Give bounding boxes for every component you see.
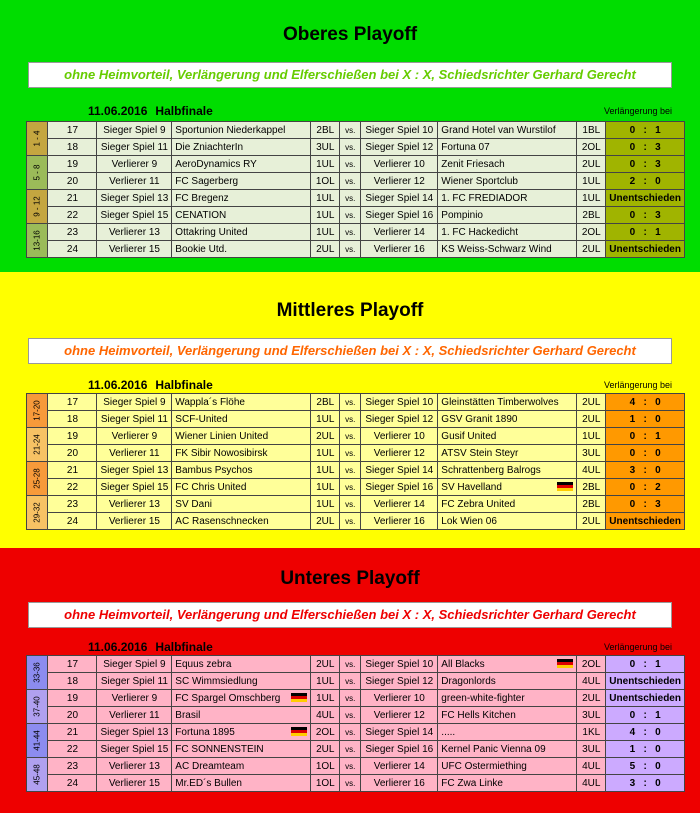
versus-label: vs. bbox=[340, 156, 361, 173]
league-away: 1UL bbox=[577, 173, 606, 190]
slot-label-home: Sieger Spiel 13 bbox=[97, 190, 172, 207]
match-date: 11.06.2016 bbox=[88, 378, 148, 392]
team-home: AC Dreamteam bbox=[172, 758, 311, 775]
match-number: 22 bbox=[48, 479, 97, 496]
team-away: FC Zwa Linke bbox=[438, 775, 577, 792]
date-round-line bbox=[88, 378, 213, 392]
team-home: FC SONNENSTEIN bbox=[172, 741, 311, 758]
versus-label: vs. bbox=[340, 207, 361, 224]
table-row bbox=[27, 224, 685, 241]
versus-label: vs. bbox=[340, 139, 361, 156]
slot-label-away: Sieger Spiel 12 bbox=[361, 673, 438, 690]
group-range-label: 5 - 8 bbox=[32, 164, 42, 181]
group-range-label: 1 - 4 bbox=[32, 130, 42, 147]
slot-label-home: Verlierer 9 bbox=[97, 690, 172, 707]
team-away: Gusif United bbox=[438, 428, 577, 445]
group-range bbox=[27, 724, 48, 758]
table-row bbox=[27, 707, 685, 724]
slot-label-away: Verlierer 12 bbox=[361, 707, 438, 724]
team-away: UFC Ostermiething bbox=[438, 758, 577, 775]
date-round-line bbox=[88, 640, 213, 654]
team-home: Sportunion Niederkappel bbox=[172, 122, 311, 139]
team-home: Equus zebra bbox=[172, 656, 311, 673]
match-result: 0 : 2 bbox=[606, 479, 685, 496]
slot-label-home: Verlierer 13 bbox=[97, 496, 172, 513]
league-home: 1UL bbox=[311, 479, 340, 496]
league-away: 1KL bbox=[577, 724, 606, 741]
match-date: 11.06.2016 bbox=[88, 640, 148, 654]
match-result: 4 : 0 bbox=[606, 724, 685, 741]
team-home: CENATION bbox=[172, 207, 311, 224]
group-range bbox=[27, 190, 48, 224]
league-away: 2OL bbox=[577, 656, 606, 673]
slot-label-home: Sieger Spiel 9 bbox=[97, 656, 172, 673]
team-away: Lok Wien 06 bbox=[438, 513, 577, 530]
versus-label: vs. bbox=[340, 707, 361, 724]
slot-label-away: Sieger Spiel 10 bbox=[361, 656, 438, 673]
versus-label: vs. bbox=[340, 462, 361, 479]
league-home: 2OL bbox=[311, 724, 340, 741]
overtime-label: Verlängerung bei bbox=[603, 642, 672, 652]
versus-label: vs. bbox=[340, 411, 361, 428]
league-home: 2BL bbox=[311, 122, 340, 139]
team-away: Fortuna 07 bbox=[438, 139, 577, 156]
group-range bbox=[27, 758, 48, 792]
team-away: All Blacks bbox=[438, 656, 577, 673]
league-away: 2UL bbox=[577, 156, 606, 173]
team-home: Wiener Linien United bbox=[172, 428, 311, 445]
team-home: Ottakring United bbox=[172, 224, 311, 241]
group-range-label: 21-24 bbox=[32, 434, 42, 455]
league-away: 2BL bbox=[577, 479, 606, 496]
slot-label-away: Verlierer 14 bbox=[361, 496, 438, 513]
match-number: 23 bbox=[48, 224, 97, 241]
playoff-title: Mittleres Playoff bbox=[276, 300, 424, 321]
match-number: 18 bbox=[48, 139, 97, 156]
slot-label-home: Sieger Spiel 11 bbox=[97, 139, 172, 156]
playoff-title: Oberes Playoff bbox=[282, 24, 418, 45]
match-table bbox=[26, 121, 685, 258]
slot-label-away: Verlierer 12 bbox=[361, 445, 438, 462]
match-result: 4 : 0 bbox=[606, 394, 685, 411]
league-away: 4UL bbox=[577, 673, 606, 690]
versus-label: vs. bbox=[340, 656, 361, 673]
slot-label-away: Sieger Spiel 14 bbox=[361, 462, 438, 479]
team-away: GSV Granit 1890 bbox=[438, 411, 577, 428]
team-home: FC Sagerberg bbox=[172, 173, 311, 190]
league-away: 2BL bbox=[577, 207, 606, 224]
slot-label-away: Verlierer 16 bbox=[361, 241, 438, 258]
overtime-label: Verlängerung bei bbox=[603, 106, 672, 116]
slot-label-home: Sieger Spiel 11 bbox=[97, 411, 172, 428]
group-range-label: 25-28 bbox=[32, 468, 42, 489]
league-away: 4UL bbox=[577, 462, 606, 479]
league-home: 2UL bbox=[311, 513, 340, 530]
slot-label-away: Sieger Spiel 14 bbox=[361, 724, 438, 741]
slot-label-away: Verlierer 10 bbox=[361, 428, 438, 445]
match-number: 19 bbox=[48, 428, 97, 445]
table-row bbox=[27, 690, 685, 707]
league-away: 2UL bbox=[577, 513, 606, 530]
match-number: 20 bbox=[48, 707, 97, 724]
versus-label: vs. bbox=[340, 690, 361, 707]
match-number: 21 bbox=[48, 724, 97, 741]
match-result: 0 : 0 bbox=[606, 445, 685, 462]
league-away: 3UL bbox=[577, 741, 606, 758]
slot-label-away: Verlierer 10 bbox=[361, 156, 438, 173]
team-home: SCF-United bbox=[172, 411, 311, 428]
league-home: 1UL bbox=[311, 156, 340, 173]
match-result: Unentschieden bbox=[606, 190, 685, 207]
slot-label-home: Verlierer 9 bbox=[97, 156, 172, 173]
versus-label: vs. bbox=[340, 496, 361, 513]
team-away: Pompinio bbox=[438, 207, 577, 224]
slot-label-away: Sieger Spiel 16 bbox=[361, 207, 438, 224]
match-number: 18 bbox=[48, 411, 97, 428]
versus-label: vs. bbox=[340, 513, 361, 530]
league-home: 2UL bbox=[311, 656, 340, 673]
slot-label-away: Sieger Spiel 12 bbox=[361, 139, 438, 156]
league-home: 1UL bbox=[311, 411, 340, 428]
league-home: 2UL bbox=[311, 241, 340, 258]
table-row bbox=[27, 724, 685, 741]
versus-label: vs. bbox=[340, 479, 361, 496]
team-home: FC Chris United bbox=[172, 479, 311, 496]
group-range-label: 41-44 bbox=[32, 730, 42, 751]
match-result: 1 : 0 bbox=[606, 741, 685, 758]
versus-label: vs. bbox=[340, 190, 361, 207]
league-away: 3UL bbox=[577, 707, 606, 724]
match-number: 18 bbox=[48, 673, 97, 690]
league-home: 1UL bbox=[311, 462, 340, 479]
table-row bbox=[27, 190, 685, 207]
table-row bbox=[27, 758, 685, 775]
slot-label-away: Verlierer 16 bbox=[361, 775, 438, 792]
group-range-label: 37-40 bbox=[32, 696, 42, 717]
slot-label-home: Sieger Spiel 9 bbox=[97, 394, 172, 411]
table-row bbox=[27, 445, 685, 462]
league-home: 1UL bbox=[311, 673, 340, 690]
versus-label: vs. bbox=[340, 173, 361, 190]
match-result: 5 : 0 bbox=[606, 758, 685, 775]
match-table bbox=[26, 655, 685, 792]
slot-label-away: Sieger Spiel 12 bbox=[361, 411, 438, 428]
team-away: Gleinstätten Timberwolves bbox=[438, 394, 577, 411]
league-away: 1UL bbox=[577, 190, 606, 207]
versus-label: vs. bbox=[340, 445, 361, 462]
rules-note: ohne Heimvorteil, Verlängerung und Elferschießen bei X : X, Schiedsrichter Gerhard Gerecht bbox=[28, 338, 672, 364]
versus-label: vs. bbox=[340, 241, 361, 258]
versus-label: vs. bbox=[340, 775, 361, 792]
table-row bbox=[27, 139, 685, 156]
table-row bbox=[27, 411, 685, 428]
match-result: 3 : 0 bbox=[606, 775, 685, 792]
team-away: SV Havelland bbox=[438, 479, 577, 496]
league-away: 2UL bbox=[577, 241, 606, 258]
slot-label-home: Sieger Spiel 11 bbox=[97, 673, 172, 690]
match-number: 24 bbox=[48, 241, 97, 258]
team-away: Schrattenberg Balrogs bbox=[438, 462, 577, 479]
match-result: 2 : 0 bbox=[606, 173, 685, 190]
group-range bbox=[27, 122, 48, 156]
table-row bbox=[27, 513, 685, 530]
team-home: Bookie Utd. bbox=[172, 241, 311, 258]
table-row bbox=[27, 428, 685, 445]
slot-label-away: Verlierer 10 bbox=[361, 690, 438, 707]
team-away: Zenit Friesach bbox=[438, 156, 577, 173]
league-home: 2BL bbox=[311, 394, 340, 411]
germany-flag-icon bbox=[291, 693, 307, 703]
team-home: AeroDynamics RY bbox=[172, 156, 311, 173]
group-range-label: 9 - 12 bbox=[32, 196, 42, 217]
germany-flag-icon bbox=[557, 482, 573, 492]
team-away: ATSV Stein Steyr bbox=[438, 445, 577, 462]
league-away: 2OL bbox=[577, 224, 606, 241]
team-away: green-white-fighter bbox=[438, 690, 577, 707]
match-result: Unentschieden bbox=[606, 241, 685, 258]
date-round-line bbox=[88, 104, 213, 118]
league-home: 2UL bbox=[311, 741, 340, 758]
team-home: SC Wimmsiedlung bbox=[172, 673, 311, 690]
slot-label-home: Verlierer 15 bbox=[97, 241, 172, 258]
slot-label-away: Sieger Spiel 10 bbox=[361, 122, 438, 139]
league-away: 4UL bbox=[577, 775, 606, 792]
rules-note: ohne Heimvorteil, Verlängerung und Elferschießen bei X : X, Schiedsrichter Gerhard Gerecht bbox=[28, 62, 672, 88]
team-home: FK Sibir Nowosibirsk bbox=[172, 445, 311, 462]
group-range bbox=[27, 156, 48, 190]
league-home: 1OL bbox=[311, 173, 340, 190]
group-range bbox=[27, 224, 48, 258]
slot-label-away: Sieger Spiel 16 bbox=[361, 479, 438, 496]
slot-label-home: Verlierer 15 bbox=[97, 775, 172, 792]
slot-label-home: Verlierer 11 bbox=[97, 707, 172, 724]
group-range bbox=[27, 690, 48, 724]
match-result: 0 : 3 bbox=[606, 156, 685, 173]
league-home: 1UL bbox=[311, 690, 340, 707]
group-range-label: 17-20 bbox=[32, 400, 42, 421]
table-row bbox=[27, 741, 685, 758]
germany-flag-icon bbox=[291, 727, 307, 737]
team-home: Fortuna 1895 bbox=[172, 724, 311, 741]
team-away: KS Weiss-Schwarz Wind bbox=[438, 241, 577, 258]
league-away: 2UL bbox=[577, 690, 606, 707]
league-away: 1UL bbox=[577, 428, 606, 445]
team-away: FC Hells Kitchen bbox=[438, 707, 577, 724]
league-home: 1UL bbox=[311, 224, 340, 241]
match-result: 3 : 0 bbox=[606, 462, 685, 479]
league-home: 1UL bbox=[311, 207, 340, 224]
team-home: Wappla´s Flöhe bbox=[172, 394, 311, 411]
match-result: 0 : 1 bbox=[606, 122, 685, 139]
team-away: 1. FC FREDIADOR bbox=[438, 190, 577, 207]
table-row bbox=[27, 673, 685, 690]
match-result: 0 : 1 bbox=[606, 656, 685, 673]
slot-label-away: Verlierer 12 bbox=[361, 173, 438, 190]
group-range bbox=[27, 496, 48, 530]
team-away: Wiener Sportclub bbox=[438, 173, 577, 190]
league-home: 4UL bbox=[311, 707, 340, 724]
slot-label-home: Verlierer 11 bbox=[97, 445, 172, 462]
match-result: Unentschieden bbox=[606, 673, 685, 690]
team-away: Dragonlords bbox=[438, 673, 577, 690]
slot-label-home: Verlierer 11 bbox=[97, 173, 172, 190]
group-range bbox=[27, 394, 48, 428]
team-away: ..... bbox=[438, 724, 577, 741]
group-range-label: 29-32 bbox=[32, 502, 42, 523]
league-home: 1UL bbox=[311, 190, 340, 207]
match-result: 1 : 0 bbox=[606, 411, 685, 428]
table-row bbox=[27, 207, 685, 224]
slot-label-home: Verlierer 9 bbox=[97, 428, 172, 445]
versus-label: vs. bbox=[340, 428, 361, 445]
table-row bbox=[27, 462, 685, 479]
match-number: 20 bbox=[48, 445, 97, 462]
versus-label: vs. bbox=[340, 758, 361, 775]
match-date: 11.06.2016 bbox=[88, 104, 148, 118]
slot-label-home: Verlierer 13 bbox=[97, 758, 172, 775]
table-row bbox=[27, 496, 685, 513]
league-away: 2OL bbox=[577, 139, 606, 156]
slot-label-home: Sieger Spiel 13 bbox=[97, 462, 172, 479]
match-number: 24 bbox=[48, 513, 97, 530]
slot-label-away: Sieger Spiel 10 bbox=[361, 394, 438, 411]
league-home: 1OL bbox=[311, 775, 340, 792]
team-home: Die ZniachterIn bbox=[172, 139, 311, 156]
league-away: 2UL bbox=[577, 411, 606, 428]
team-home: Brasil bbox=[172, 707, 311, 724]
table-row bbox=[27, 241, 685, 258]
versus-label: vs. bbox=[340, 394, 361, 411]
match-result: Unentschieden bbox=[606, 690, 685, 707]
group-range-label: 33-36 bbox=[32, 662, 42, 683]
group-range bbox=[27, 462, 48, 496]
league-away: 1BL bbox=[577, 122, 606, 139]
slot-label-away: Sieger Spiel 14 bbox=[361, 190, 438, 207]
league-home: 3UL bbox=[311, 139, 340, 156]
versus-label: vs. bbox=[340, 122, 361, 139]
table-row bbox=[27, 479, 685, 496]
playoff-title: Unteres Playoff bbox=[280, 568, 420, 589]
match-result: 0 : 3 bbox=[606, 139, 685, 156]
match-result: 0 : 3 bbox=[606, 496, 685, 513]
team-away: Grand Hotel van Wurstilof bbox=[438, 122, 577, 139]
match-number: 20 bbox=[48, 173, 97, 190]
group-range bbox=[27, 656, 48, 690]
match-number: 24 bbox=[48, 775, 97, 792]
slot-label-away: Verlierer 14 bbox=[361, 224, 438, 241]
team-home: Bambus Psychos bbox=[172, 462, 311, 479]
table-row bbox=[27, 656, 685, 673]
versus-label: vs. bbox=[340, 724, 361, 741]
league-away: 2BL bbox=[577, 496, 606, 513]
slot-label-home: Verlierer 15 bbox=[97, 513, 172, 530]
versus-label: vs. bbox=[340, 741, 361, 758]
league-home: 2UL bbox=[311, 428, 340, 445]
slot-label-home: Sieger Spiel 15 bbox=[97, 479, 172, 496]
team-away: 1. FC Hackedicht bbox=[438, 224, 577, 241]
table-row bbox=[27, 394, 685, 411]
team-home: FC Bregenz bbox=[172, 190, 311, 207]
overtime-label: Verlängerung bei bbox=[603, 380, 672, 390]
slot-label-home: Sieger Spiel 9 bbox=[97, 122, 172, 139]
league-away: 3UL bbox=[577, 445, 606, 462]
group-range-label: 45-48 bbox=[32, 764, 42, 785]
table-row bbox=[27, 775, 685, 792]
slot-label-away: Verlierer 16 bbox=[361, 513, 438, 530]
match-number: 17 bbox=[48, 656, 97, 673]
match-result: 0 : 3 bbox=[606, 207, 685, 224]
match-number: 21 bbox=[48, 462, 97, 479]
league-home: 1OL bbox=[311, 758, 340, 775]
match-number: 23 bbox=[48, 758, 97, 775]
match-number: 19 bbox=[48, 156, 97, 173]
match-number: 22 bbox=[48, 741, 97, 758]
round-label: Halbfinale bbox=[155, 104, 213, 118]
slot-label-away: Sieger Spiel 16 bbox=[361, 741, 438, 758]
league-home: 1UL bbox=[311, 445, 340, 462]
group-range-label: 13-16 bbox=[32, 230, 42, 251]
table-row bbox=[27, 156, 685, 173]
slot-label-home: Sieger Spiel 15 bbox=[97, 207, 172, 224]
germany-flag-icon bbox=[557, 659, 573, 669]
match-result: 0 : 1 bbox=[606, 707, 685, 724]
team-home: AC Rasenschnecken bbox=[172, 513, 311, 530]
league-away: 2UL bbox=[577, 394, 606, 411]
match-result: Unentschieden bbox=[606, 513, 685, 530]
round-label: Halbfinale bbox=[155, 378, 213, 392]
table-row bbox=[27, 173, 685, 190]
match-number: 17 bbox=[48, 122, 97, 139]
team-away: Kernel Panic Vienna 09 bbox=[438, 741, 577, 758]
match-number: 22 bbox=[48, 207, 97, 224]
match-result: 0 : 1 bbox=[606, 428, 685, 445]
match-number: 19 bbox=[48, 690, 97, 707]
versus-label: vs. bbox=[340, 224, 361, 241]
slot-label-away: Verlierer 14 bbox=[361, 758, 438, 775]
table-row bbox=[27, 122, 685, 139]
match-number: 21 bbox=[48, 190, 97, 207]
match-table bbox=[26, 393, 685, 530]
league-home: 1UL bbox=[311, 496, 340, 513]
slot-label-home: Sieger Spiel 15 bbox=[97, 741, 172, 758]
versus-label: vs. bbox=[340, 673, 361, 690]
slot-label-home: Sieger Spiel 13 bbox=[97, 724, 172, 741]
match-number: 17 bbox=[48, 394, 97, 411]
team-home: Mr.ED´s Bullen bbox=[172, 775, 311, 792]
group-range bbox=[27, 428, 48, 462]
slot-label-home: Verlierer 13 bbox=[97, 224, 172, 241]
rules-note: ohne Heimvorteil, Verlängerung und Elferschießen bei X : X, Schiedsrichter Gerhard Gerecht bbox=[28, 602, 672, 628]
match-result: 0 : 1 bbox=[606, 224, 685, 241]
round-label: Halbfinale bbox=[155, 640, 213, 654]
team-home: SV Dani bbox=[172, 496, 311, 513]
team-home: FC Spargel Omschberg bbox=[172, 690, 311, 707]
team-away: FC Zebra United bbox=[438, 496, 577, 513]
match-number: 23 bbox=[48, 496, 97, 513]
league-away: 4UL bbox=[577, 758, 606, 775]
